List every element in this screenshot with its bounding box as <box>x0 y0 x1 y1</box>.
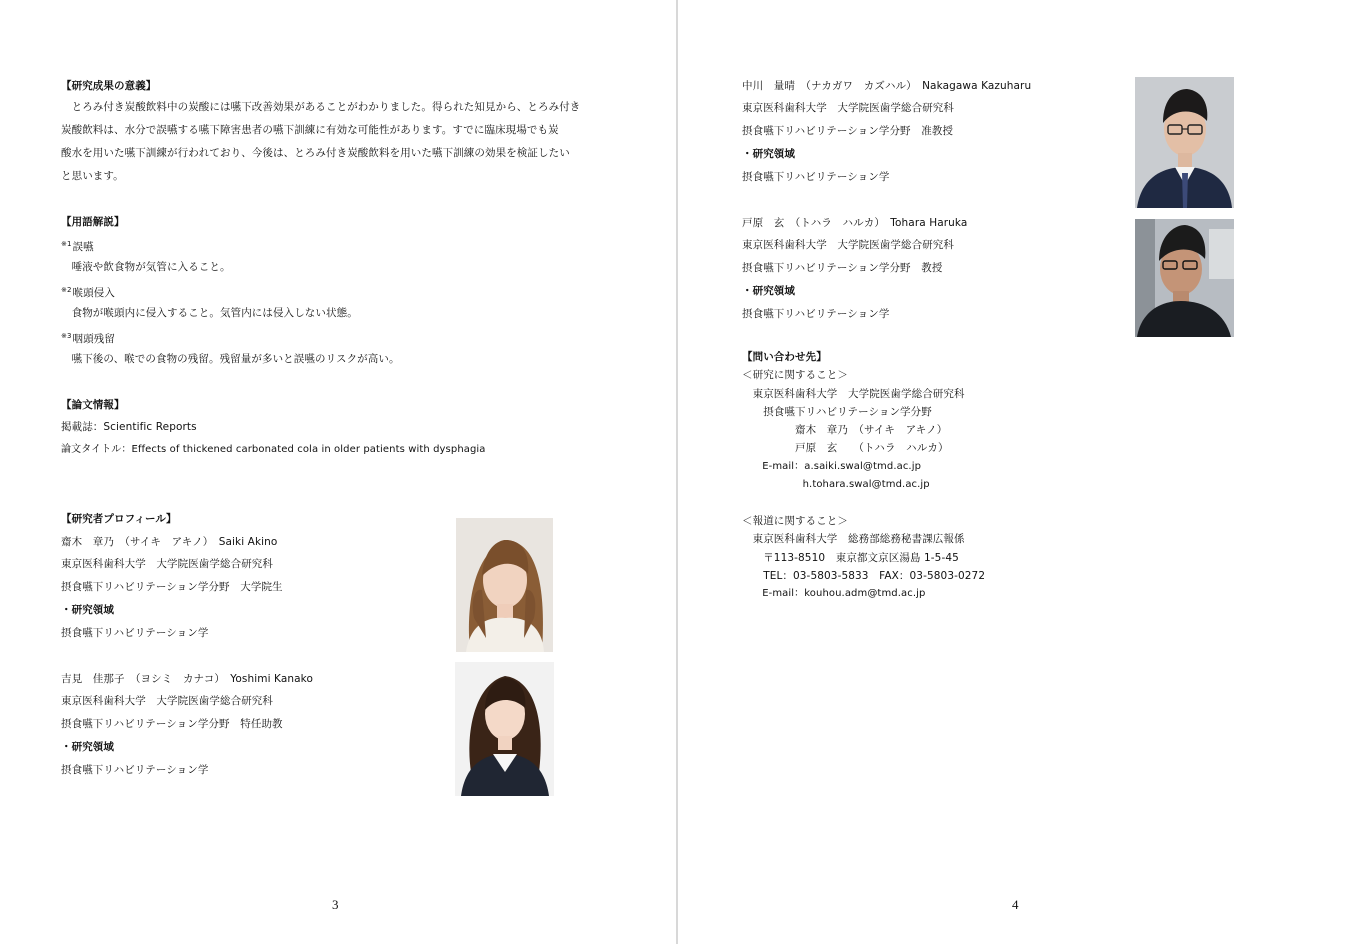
glossary-term-3 <box>61 329 115 346</box>
research-contact-email[interactable]: h.tohara.swal@tmd.ac.jp <box>742 479 930 490</box>
page-4 <box>678 0 1351 944</box>
researcher-affiliation: 東京医科歯科大学 大学院医歯学総合研究科 <box>742 102 954 114</box>
research-contact-line: 齋木 章乃 （サイキ アキノ） <box>742 424 948 436</box>
press-contact-heading: ＜報道に関すること＞ <box>742 515 848 527</box>
glossary-definition-3: 嚥下後の、喉での食物の残留。残留量が多いと誤嚥のリスクが高い。 <box>61 353 400 365</box>
researcher-department: 摂食嚥下リハビリテーション学分野 特任助教 <box>61 718 283 730</box>
researcher-name: 吉見 佳那子 （ヨシミ カナコ） Yoshimi Kanako <box>61 673 314 685</box>
researcher-field: 摂食嚥下リハビリテーション学 <box>742 171 890 183</box>
glossary-term-1 <box>61 237 94 254</box>
researcher-affiliation: 東京医科歯科大学 大学院医歯学総合研究科 <box>742 239 954 251</box>
footnote-mark: ※1 <box>61 240 72 248</box>
research-contact-heading: ＜研究に関すること＞ <box>742 369 848 381</box>
paper-title: 論文タイトル：Effects of thickened carbonated cola in older patients with dysphagia <box>61 444 486 455</box>
page-number: 4 <box>1012 897 1019 912</box>
paper-journal: 掲載誌：Scientific Reports <box>61 421 197 433</box>
research-contact-email[interactable]: E-mail：a.saiki.swal@tmd.ac.jp <box>742 461 922 472</box>
glossary-definition-2: 食物が喉頭内に侵入すること。気管内には侵入しない状態。 <box>61 307 358 319</box>
term-label: 咽頭残留 <box>72 333 115 345</box>
significance-heading: 【研究成果の意義】 <box>61 80 157 92</box>
researcher-field-label: ・研究領域 <box>742 285 795 297</box>
researcher-affiliation: 東京医科歯科大学 大学院医歯学総合研究科 <box>61 558 273 570</box>
researcher-photo-saiki <box>456 518 553 652</box>
researcher-field-label: ・研究領域 <box>742 148 795 160</box>
profiles-heading: 【研究者プロフィール】 <box>61 513 177 525</box>
researcher-department: 摂食嚥下リハビリテーション学分野 大学院生 <box>61 581 283 593</box>
footnote-mark: ※3 <box>61 332 72 340</box>
glossary-definition-1: 唾液や飲食物が気管に入ること。 <box>61 261 231 273</box>
research-contact-line: 戸原 玄 （トハラ ハルカ） <box>742 442 949 454</box>
significance-line-2: 炭酸飲料は、水分で誤嚥する嚥下障害患者の嚥下訓練に有効な可能性があります。すでに臨床現場でも炭 <box>61 124 559 136</box>
researcher-name: 中川 量晴 （ナカガワ カズハル） Nakagawa Kazuharu <box>742 80 1032 92</box>
researcher-field-label: ・研究領域 <box>61 741 114 753</box>
researcher-field: 摂食嚥下リハビリテーション学 <box>61 764 209 776</box>
contact-heading: 【問い合わせ先】 <box>742 351 827 363</box>
press-contact-line: 東京医科歯科大学 総務部総務秘書課広報係 <box>742 533 965 545</box>
significance-line-4: と思います。 <box>61 170 124 182</box>
research-contact-line: 東京医科歯科大学 大学院医歯学総合研究科 <box>742 388 965 400</box>
press-contact-email[interactable]: E-mail：kouhou.adm@tmd.ac.jp <box>742 588 926 599</box>
page-number: 3 <box>332 897 339 912</box>
researcher-name: 戸原 玄 （トハラ ハルカ） Tohara Haruka <box>742 217 968 229</box>
researcher-name: 齋木 章乃 （サイキ アキノ） Saiki Akino <box>61 536 278 548</box>
glossary-term-2 <box>61 283 115 300</box>
term-label: 誤嚥 <box>72 241 94 253</box>
glossary-heading: 【用語解説】 <box>61 216 125 228</box>
researcher-photo-nakagawa <box>1135 77 1234 208</box>
researcher-affiliation: 東京医科歯科大学 大学院医歯学総合研究科 <box>61 695 273 707</box>
term-label: 喉頭侵入 <box>72 287 115 299</box>
paper-heading: 【論文情報】 <box>61 399 125 411</box>
research-contact-line: 摂食嚥下リハビリテーション学分野 <box>742 406 932 418</box>
researcher-photo-yoshimi <box>455 662 554 796</box>
researcher-photo-tohara <box>1135 219 1234 337</box>
footnote-mark: ※2 <box>61 286 72 294</box>
researcher-field: 摂食嚥下リハビリテーション学 <box>742 308 890 320</box>
researcher-department: 摂食嚥下リハビリテーション学分野 教授 <box>742 262 943 274</box>
significance-line-3: 酸水を用いた嚥下訓練が行われており、今後は、とろみ付き炭酸飲料を用いた嚥下訓練の効果を検証したい <box>61 147 570 159</box>
researcher-field: 摂食嚥下リハビリテーション学 <box>61 627 209 639</box>
press-contact-line: 〒113-8510 東京都文京区湯島 1-5-45 <box>742 552 959 564</box>
researcher-department: 摂食嚥下リハビリテーション学分野 准教授 <box>742 125 954 137</box>
press-contact-line: TEL：03-5803-5833 FAX：03-5803-0272 <box>742 570 986 582</box>
researcher-field-label: ・研究領域 <box>61 604 114 616</box>
significance-line-1: とろみ付き炭酸飲料中の炭酸には嚥下改善効果があることがわかりました。得られた知見から、とろみ付き <box>61 101 581 113</box>
